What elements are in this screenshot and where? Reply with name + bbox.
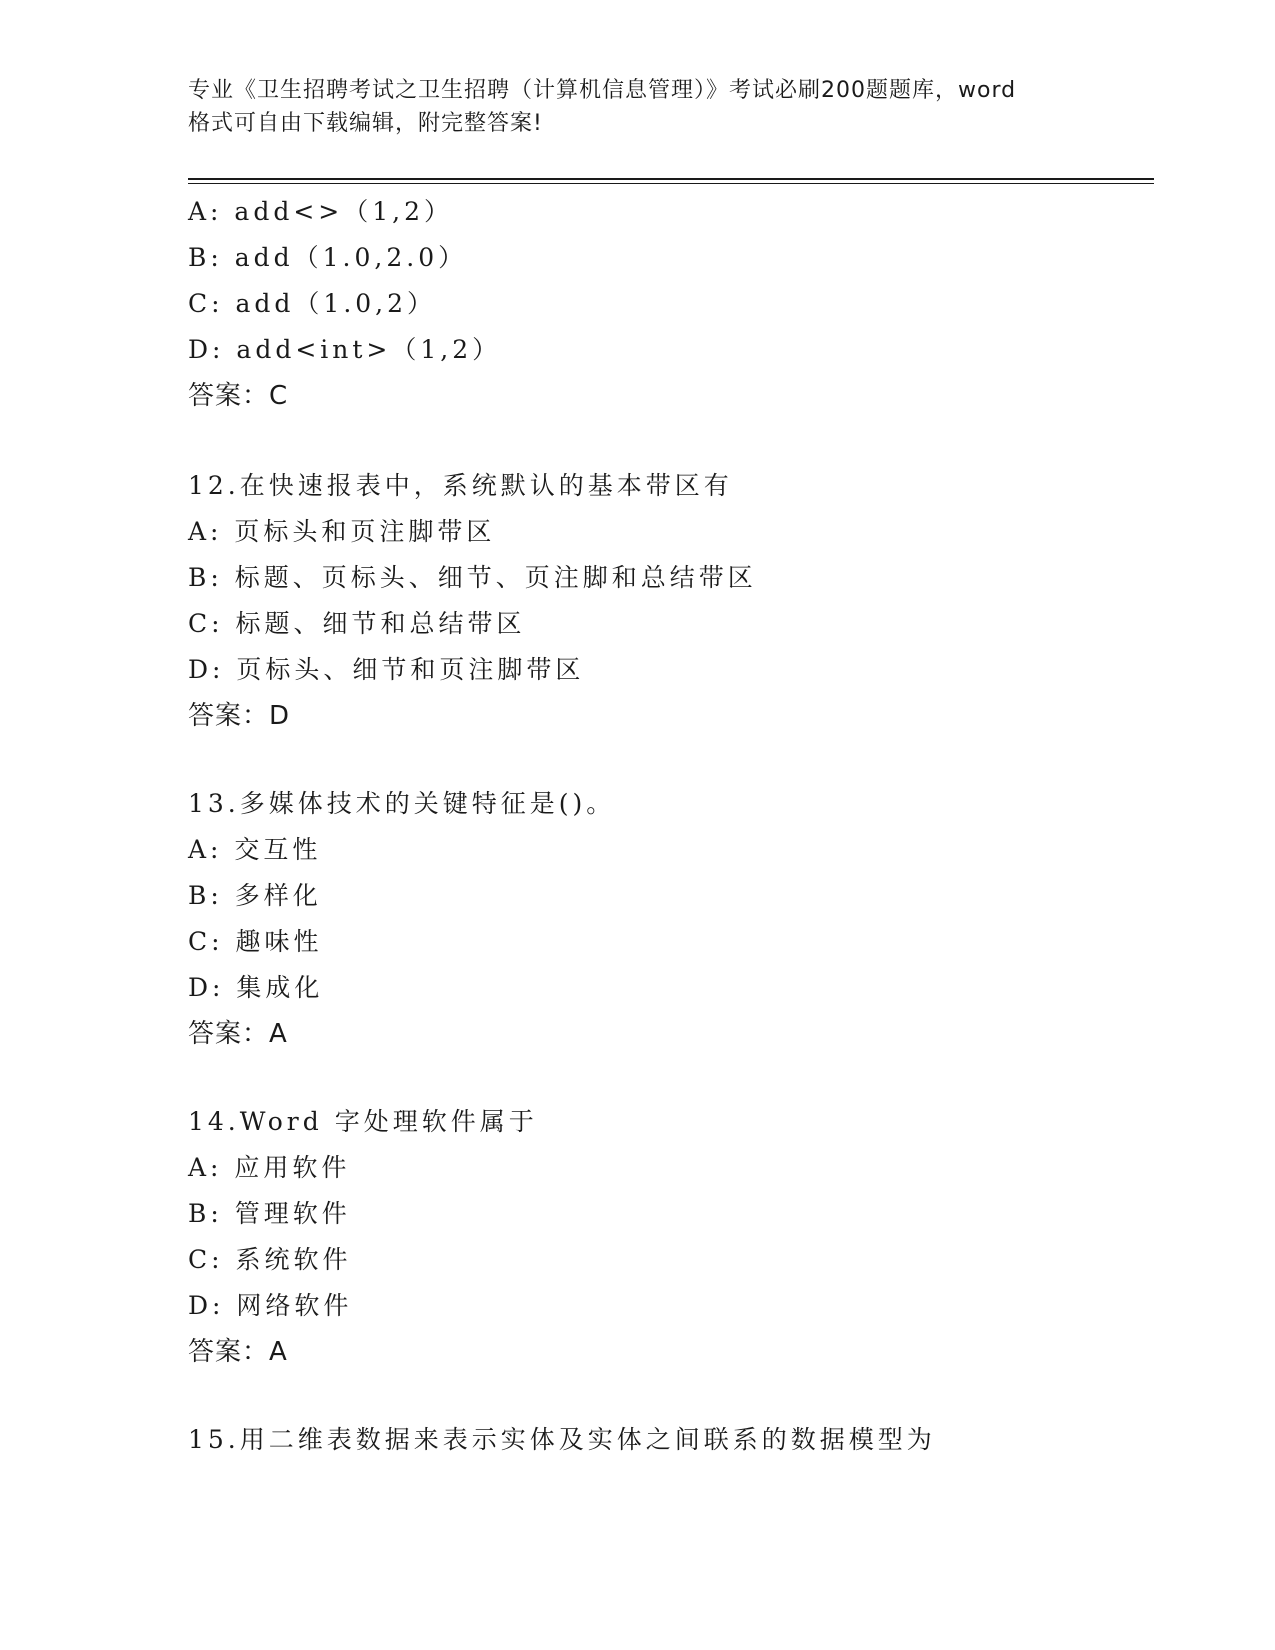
question-12 bbox=[188, 463, 1148, 739]
question-text: 15.用二维表数据来表示实体及实体之间联系的数据模型为 bbox=[188, 1425, 936, 1454]
header-rule-thick bbox=[188, 178, 1154, 180]
header-rule-thin bbox=[188, 183, 1154, 184]
option-a: A: 应用软件 bbox=[188, 1153, 351, 1182]
option-c: C: 标题、细节和总结带区 bbox=[188, 609, 526, 638]
option-a: A: 交互性 bbox=[188, 835, 322, 864]
option-b: B: 管理软件 bbox=[188, 1199, 351, 1228]
option-c: C: 系统软件 bbox=[188, 1245, 352, 1274]
option-c: C: add（1.0,2） bbox=[188, 289, 437, 318]
option-b: B: 多样化 bbox=[188, 881, 322, 910]
answer: 答案：C bbox=[188, 381, 289, 411]
document-header bbox=[188, 74, 1088, 140]
spacer bbox=[188, 1375, 1148, 1417]
spacer bbox=[188, 739, 1148, 781]
option-d: D: 集成化 bbox=[188, 973, 324, 1002]
question-13 bbox=[188, 781, 1148, 1057]
answer: 答案：A bbox=[188, 1337, 288, 1367]
spacer bbox=[188, 419, 1148, 463]
question-15 bbox=[188, 1417, 1148, 1463]
spacer bbox=[188, 1057, 1148, 1099]
option-d: D: 网络软件 bbox=[188, 1291, 353, 1320]
option-b: B: 标题、页标头、细节、页注脚和总结带区 bbox=[188, 563, 757, 592]
option-a: A: 页标头和页注脚带区 bbox=[188, 517, 496, 546]
question-11 bbox=[188, 189, 1148, 419]
header-line-1: 专业《卫生招聘考试之卫生招聘（计算机信息管理）》考试必刷200题题库，word bbox=[188, 78, 1017, 103]
question-text: 12.在快速报表中，系统默认的基本带区有 bbox=[188, 471, 733, 500]
option-d: D: add<int>（1,2） bbox=[188, 335, 502, 364]
option-b: B: add（1.0,2.0） bbox=[188, 243, 468, 272]
question-list bbox=[188, 189, 1148, 1463]
question-text: 14.Word 字处理软件属于 bbox=[188, 1107, 538, 1136]
answer: 答案：D bbox=[188, 701, 291, 731]
option-d: D: 页标头、细节和页注脚带区 bbox=[188, 655, 585, 684]
question-text: 13.多媒体技术的关键特征是()。 bbox=[188, 789, 616, 818]
option-a: A: add<>（1,2） bbox=[188, 197, 453, 226]
header-line-2: 格式可自由下载编辑，附完整答案! bbox=[188, 111, 543, 136]
answer: 答案：A bbox=[188, 1019, 288, 1049]
option-c: C: 趣味性 bbox=[188, 927, 323, 956]
question-14 bbox=[188, 1099, 1148, 1375]
